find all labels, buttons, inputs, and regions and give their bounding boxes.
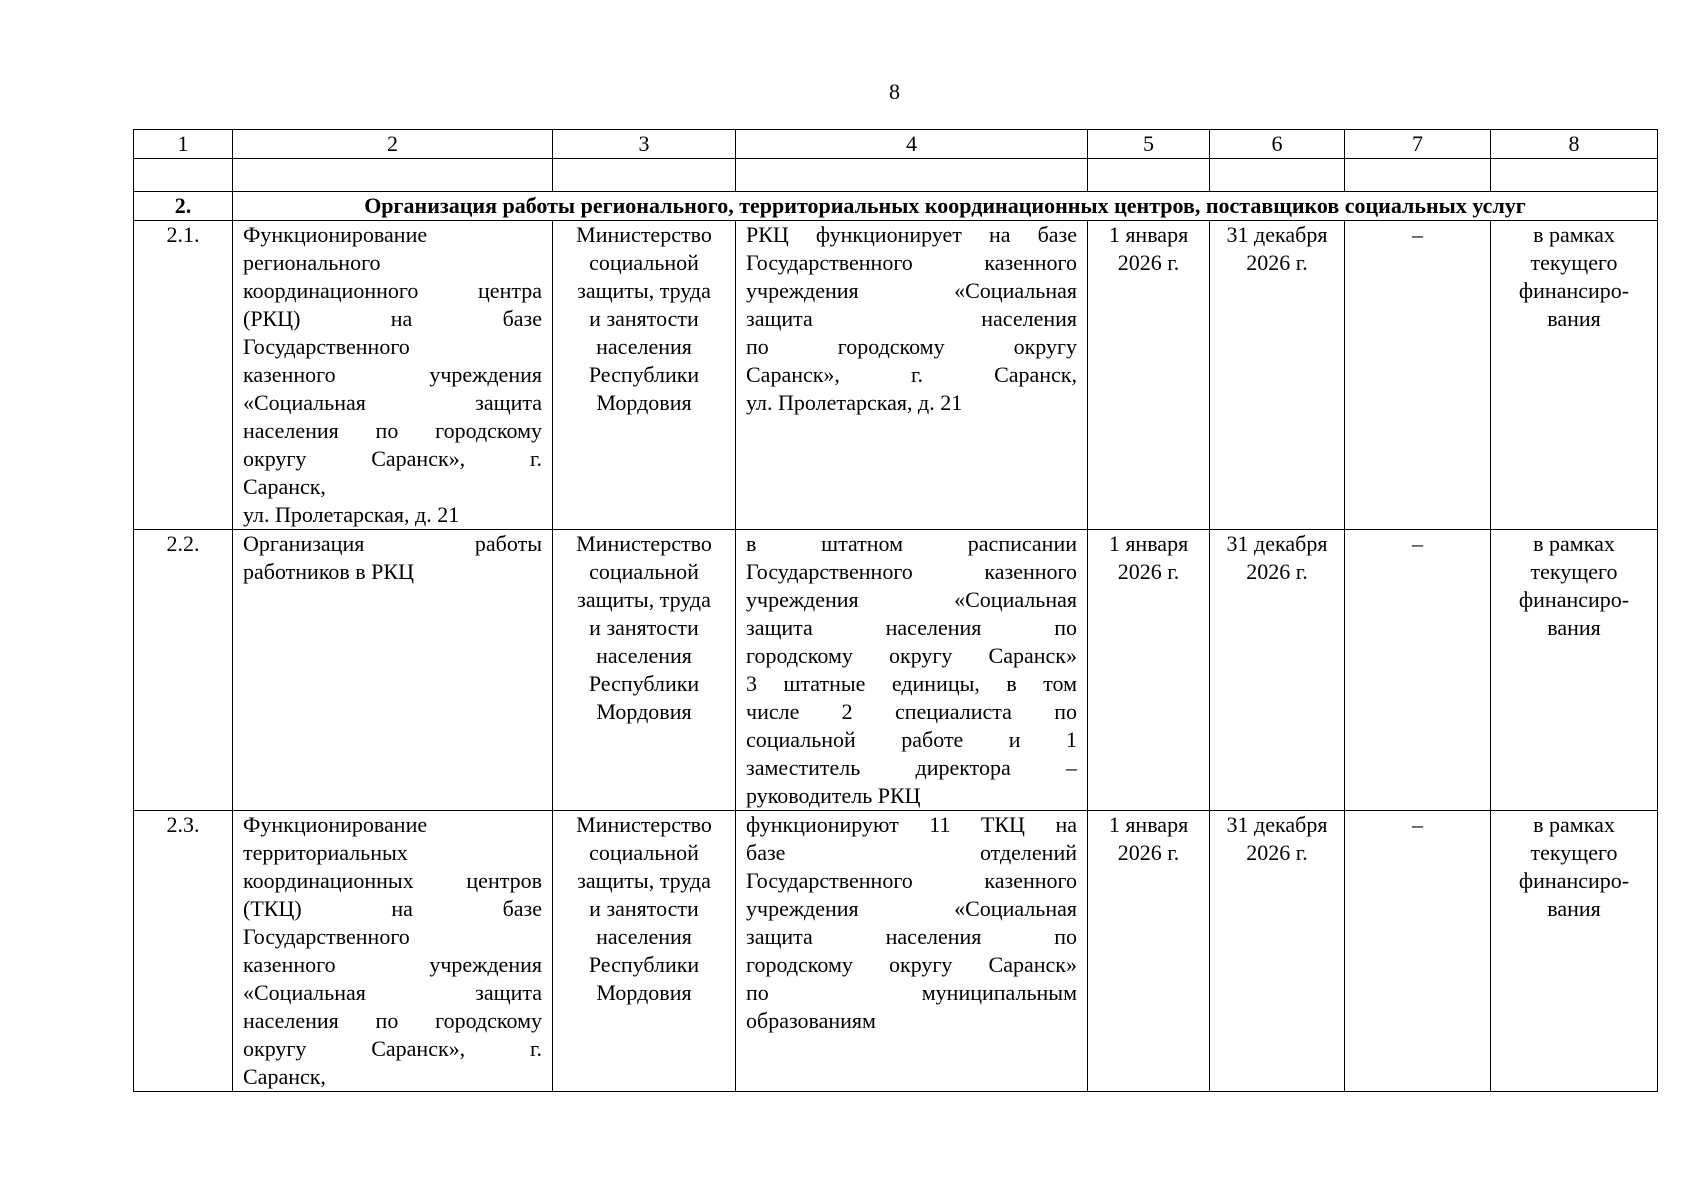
expected-result: [736, 811, 1088, 1092]
funding-source-line: в рамках: [1533, 222, 1615, 247]
measure-name-line: Функционирование: [243, 222, 428, 247]
start-date-line: 1 января: [1108, 812, 1189, 837]
executor-line: защиты, труда: [577, 587, 711, 612]
executor-line: социальной: [589, 559, 699, 584]
measure-name-line: населения по городскому: [243, 1008, 542, 1033]
measure-name-line: населения по городскому: [243, 418, 542, 443]
executor: [553, 530, 736, 811]
expected-result-line: защита населения по: [746, 615, 1077, 640]
expected-result-line: ул. Пролетарская, д. 21: [746, 390, 963, 415]
start-date-line: 2026 г.: [1117, 559, 1180, 584]
executor: [553, 811, 736, 1092]
end-date-line: 31 декабря: [1226, 531, 1328, 556]
end-date-line: 2026 г.: [1246, 250, 1308, 275]
start-date: [1088, 530, 1210, 811]
expected-result-line: городскому округу Саранск»: [746, 643, 1077, 668]
measure-name-line: координационного центра: [243, 278, 542, 303]
executor-line: Республики: [588, 671, 700, 696]
row-number: 2.3.: [134, 811, 233, 1092]
executor-line: населения: [596, 334, 692, 359]
start-date-line: 2026 г.: [1117, 840, 1180, 865]
funding-source: [1491, 221, 1658, 530]
empty-cell: [134, 159, 233, 192]
executor-line: защиты, труда: [577, 868, 711, 893]
end-date: [1210, 221, 1345, 530]
table-row: [134, 221, 1658, 530]
start-date: [1088, 811, 1210, 1092]
empty-cell: [1345, 159, 1491, 192]
column-header: 5: [1088, 130, 1210, 159]
measure-name-line: Организация работы: [243, 531, 542, 556]
expected-result-line: социальной работе и 1: [746, 727, 1077, 752]
end-date: [1210, 811, 1345, 1092]
measure-name-line: Функционирование: [243, 812, 428, 837]
end-date-line: 2026 г.: [1246, 840, 1308, 865]
funding-source-line: вания: [1547, 615, 1601, 640]
expected-result-line: Саранск», г. Саранск,: [746, 362, 1077, 387]
row-number: 2.1.: [134, 221, 233, 530]
expected-result: [736, 530, 1088, 811]
column-header: 2: [233, 130, 553, 159]
measure-name-line: «Социальная защита: [243, 390, 542, 415]
column-header: 8: [1491, 130, 1658, 159]
executor-line: Мордовия: [596, 699, 692, 724]
start-date-line: 1 января: [1108, 222, 1189, 247]
funding-source-line: текущего: [1530, 250, 1618, 275]
expected-result-line: базе отделений: [746, 840, 1077, 865]
expected-result-line: руководитель РКЦ: [746, 783, 921, 808]
measure-name-line: (ТКЦ) на базе: [243, 896, 542, 921]
blank-row: [134, 159, 1658, 192]
column-header: 3: [553, 130, 736, 159]
empty-cell: [233, 159, 553, 192]
measure-name: [233, 221, 553, 530]
expected-result-line: числе 2 специалиста по: [746, 699, 1077, 724]
executor-line: Министерство: [576, 222, 712, 247]
executor-line: и занятости: [589, 306, 699, 331]
funding-source-line: вания: [1547, 306, 1601, 331]
column-7-value: –: [1345, 530, 1491, 811]
expected-result-line: защита населения по: [746, 924, 1077, 949]
expected-result-line: функционируют 11 ТКЦ на: [746, 812, 1077, 837]
expected-result-line: учреждения «Социальная: [746, 278, 1077, 303]
executor: [553, 221, 736, 530]
end-date-line: 31 декабря: [1226, 812, 1328, 837]
end-date-line: 2026 г.: [1246, 559, 1308, 584]
measure-name-line: территориальных: [243, 840, 408, 865]
funding-source-line: финансиро-: [1518, 868, 1630, 893]
measure-name-line: Государственного: [243, 924, 410, 949]
table-row: [134, 530, 1658, 811]
executor-line: Мордовия: [596, 980, 692, 1005]
expected-result-line: заместитель директора –: [746, 755, 1077, 780]
expected-result-line: 3 штатные единицы, в том: [746, 671, 1077, 696]
section-title: Организация работы регионального, территориальных координационных центров, поставщиков социальных услуг: [233, 192, 1658, 221]
column-number-row: [134, 130, 1658, 159]
measure-name: [233, 811, 553, 1092]
table-row: [134, 811, 1658, 1092]
measure-name-line: (РКЦ) на базе: [243, 306, 542, 331]
executor-line: социальной: [589, 840, 699, 865]
expected-result-line: по муниципальным: [746, 980, 1077, 1005]
measure-name-line: казенного учреждения: [243, 362, 542, 387]
section-number: 2.: [134, 192, 233, 221]
expected-result-line: РКЦ функционирует на базе: [746, 222, 1077, 247]
funding-source-line: в рамках: [1533, 531, 1615, 556]
funding-source-line: в рамках: [1533, 812, 1615, 837]
expected-result-line: учреждения «Социальная: [746, 587, 1077, 612]
executor-line: и занятости: [589, 896, 699, 921]
funding-source-line: текущего: [1530, 840, 1618, 865]
measure-name-line: работников в РКЦ: [243, 559, 414, 584]
expected-result-line: защита населения: [746, 306, 1077, 331]
end-date-line: 31 декабря: [1226, 222, 1328, 247]
expected-result-line: в штатном расписании: [746, 531, 1077, 556]
executor-line: защиты, труда: [577, 278, 711, 303]
measure-name-line: «Социальная защита: [243, 980, 542, 1005]
executor-line: и занятости: [589, 615, 699, 640]
start-date: [1088, 221, 1210, 530]
executor-line: Мордовия: [596, 390, 692, 415]
empty-cell: [1088, 159, 1210, 192]
executor-line: Министерство: [576, 812, 712, 837]
funding-source: [1491, 530, 1658, 811]
measure-name-line: Саранск,: [243, 474, 326, 499]
executor-line: Республики: [588, 952, 700, 977]
measure-name-line: Саранск,: [243, 1064, 326, 1089]
funding-source-line: текущего: [1530, 559, 1618, 584]
expected-result: [736, 221, 1088, 530]
column-7-value: –: [1345, 221, 1491, 530]
executor-line: населения: [596, 643, 692, 668]
empty-cell: [736, 159, 1088, 192]
column-header: 4: [736, 130, 1088, 159]
funding-source-line: вания: [1547, 896, 1601, 921]
executor-line: социальной: [589, 250, 699, 275]
start-date-line: 2026 г.: [1117, 250, 1180, 275]
column-7-value: –: [1345, 811, 1491, 1092]
end-date: [1210, 530, 1345, 811]
expected-result-line: образованиям: [746, 1008, 876, 1033]
executor-line: Республики: [588, 362, 700, 387]
column-header: 1: [134, 130, 233, 159]
expected-result-line: учреждения «Социальная: [746, 896, 1077, 921]
expected-result-line: Государственного казенного: [746, 559, 1077, 584]
expected-result-line: по городскому округу: [746, 334, 1077, 359]
measure-name-line: округу Саранск», г.: [243, 1036, 542, 1061]
empty-cell: [553, 159, 736, 192]
start-date-line: 1 января: [1108, 531, 1189, 556]
measure-name: [233, 530, 553, 811]
measure-name-line: казенного учреждения: [243, 952, 542, 977]
page-number: 8: [889, 79, 900, 104]
measure-name-line: округу Саранск», г.: [243, 446, 542, 471]
expected-result-line: городскому округу Саранск»: [746, 952, 1077, 977]
measure-name-line: регионального: [243, 250, 381, 275]
empty-cell: [1491, 159, 1658, 192]
funding-source-line: финансиро-: [1518, 278, 1630, 303]
executor-line: населения: [596, 924, 692, 949]
funding-source-line: финансиро-: [1518, 587, 1630, 612]
empty-cell: [1210, 159, 1345, 192]
measure-name-line: ул. Пролетарская, д. 21: [243, 502, 460, 527]
executor-line: Министерство: [576, 531, 712, 556]
measure-name-line: Государственного: [243, 334, 410, 359]
section-row: [134, 192, 1658, 221]
plan-table: [133, 129, 1658, 1092]
funding-source: [1491, 811, 1658, 1092]
column-header: 7: [1345, 130, 1491, 159]
expected-result-line: Государственного казенного: [746, 250, 1077, 275]
expected-result-line: Государственного казенного: [746, 868, 1077, 893]
column-header: 6: [1210, 130, 1345, 159]
row-number: 2.2.: [134, 530, 233, 811]
measure-name-line: координационных центров: [243, 868, 542, 893]
